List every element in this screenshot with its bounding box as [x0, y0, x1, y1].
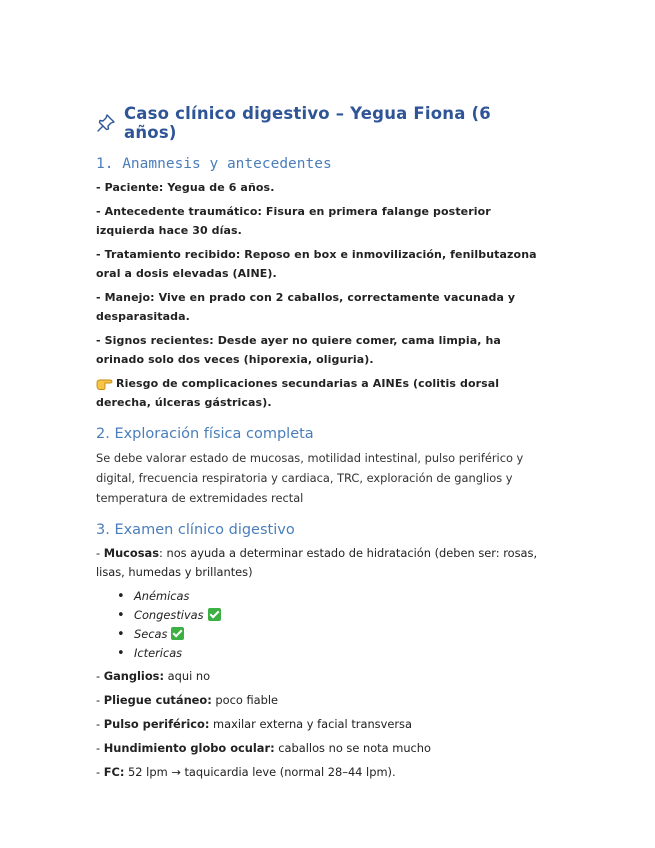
anamnesis-line: - Antecedente traumático: Fisura en primera falange posterior izquierda hace 30 días.	[96, 205, 491, 237]
dash: -	[96, 546, 104, 560]
bullet-text: Secas	[134, 627, 168, 641]
exam-item: - Pliegue cutáneo: poco fiable	[96, 693, 279, 707]
risk-note	[96, 374, 548, 412]
exam-item: - Hundimiento globo ocular: caballos no se nota mucho	[96, 741, 431, 755]
mucosas-label: Mucosas	[103, 546, 160, 560]
bullet-text: Anémicas	[134, 589, 190, 603]
mucosas-text: : nos ayuda a determinar estado de hidratación (deben ser: rosas, lisas, humedas y brillantes)	[96, 546, 538, 579]
exam-label: Pliegue cutáneo:	[103, 693, 212, 707]
exam-label: Ganglios:	[103, 669, 165, 683]
check-mark-icon	[171, 627, 184, 640]
pushpin-icon	[96, 113, 116, 133]
exam-text: poco fiable	[211, 693, 279, 707]
list-item	[96, 606, 548, 625]
pointing-hand-icon	[96, 377, 113, 390]
exam-label: Pulso periférico:	[103, 717, 210, 731]
title-text: Caso clínico digestivo – Yegua Fiona (6 años)	[124, 104, 491, 142]
anamnesis-line: - Paciente: Yegua de 6 años.	[96, 181, 275, 194]
list-item	[96, 644, 548, 663]
exam-item: - FC: 52 lpm → taquicardia leve (normal 28–44 lpm).	[96, 765, 396, 779]
check-mark-icon	[208, 608, 221, 621]
bullet-text: Ictericas	[134, 646, 183, 660]
section-1-heading: 1. Anamnesis y antecedentes	[96, 156, 332, 172]
exam-text: aqui no	[164, 669, 211, 683]
section-2-heading: 2. Exploración física completa	[96, 426, 314, 442]
document-title	[96, 104, 548, 142]
exam-text: maxilar externa y facial transversa	[209, 717, 412, 731]
exam-label: FC:	[103, 765, 125, 779]
mucosas-item	[96, 544, 548, 582]
exam-text: 52 lpm → taquicardia leve (normal 28–44 lpm).	[124, 765, 396, 779]
exam-text: caballos no se nota mucho	[274, 741, 431, 755]
anamnesis-line: - Manejo: Vive en prado con 2 caballos, correctamente vacunada y desparasitada.	[96, 291, 516, 323]
exam-label: Hundimiento globo ocular:	[103, 741, 275, 755]
anamnesis-line: - Signos recientes: Desde ayer no quiere comer, cama limpia, ha orinado solo dos veces (hiporexia, oliguria).	[96, 334, 501, 366]
risk-text: Riesgo de complicaciones secundarias a AINEs (colitis dorsal derecha, úlceras gástricas).	[96, 377, 500, 409]
document-page	[96, 96, 548, 787]
mucosas-list	[96, 587, 548, 663]
exploration-text: Se debe valorar estado de mucosas, motilidad intestinal, pulso periférico y digital, frecuencia respiratoria y cardiaca, TRC, exploración de ganglios y temperatura de extremidades rectal	[96, 451, 524, 505]
anamnesis-line: - Tratamiento recibido: Reposo en box e inmovilización, fenilbutazona oral a dosis elevadas (AINE).	[96, 248, 537, 280]
exam-item: - Pulso periférico: maxilar externa y facial transversa	[96, 717, 412, 731]
section-3-heading: 3. Examen clínico digestivo	[96, 522, 295, 538]
list-item	[96, 587, 548, 606]
exam-item: - Ganglios: aqui no	[96, 669, 211, 683]
bullet-text: Congestivas	[134, 608, 204, 622]
list-item	[96, 625, 548, 644]
